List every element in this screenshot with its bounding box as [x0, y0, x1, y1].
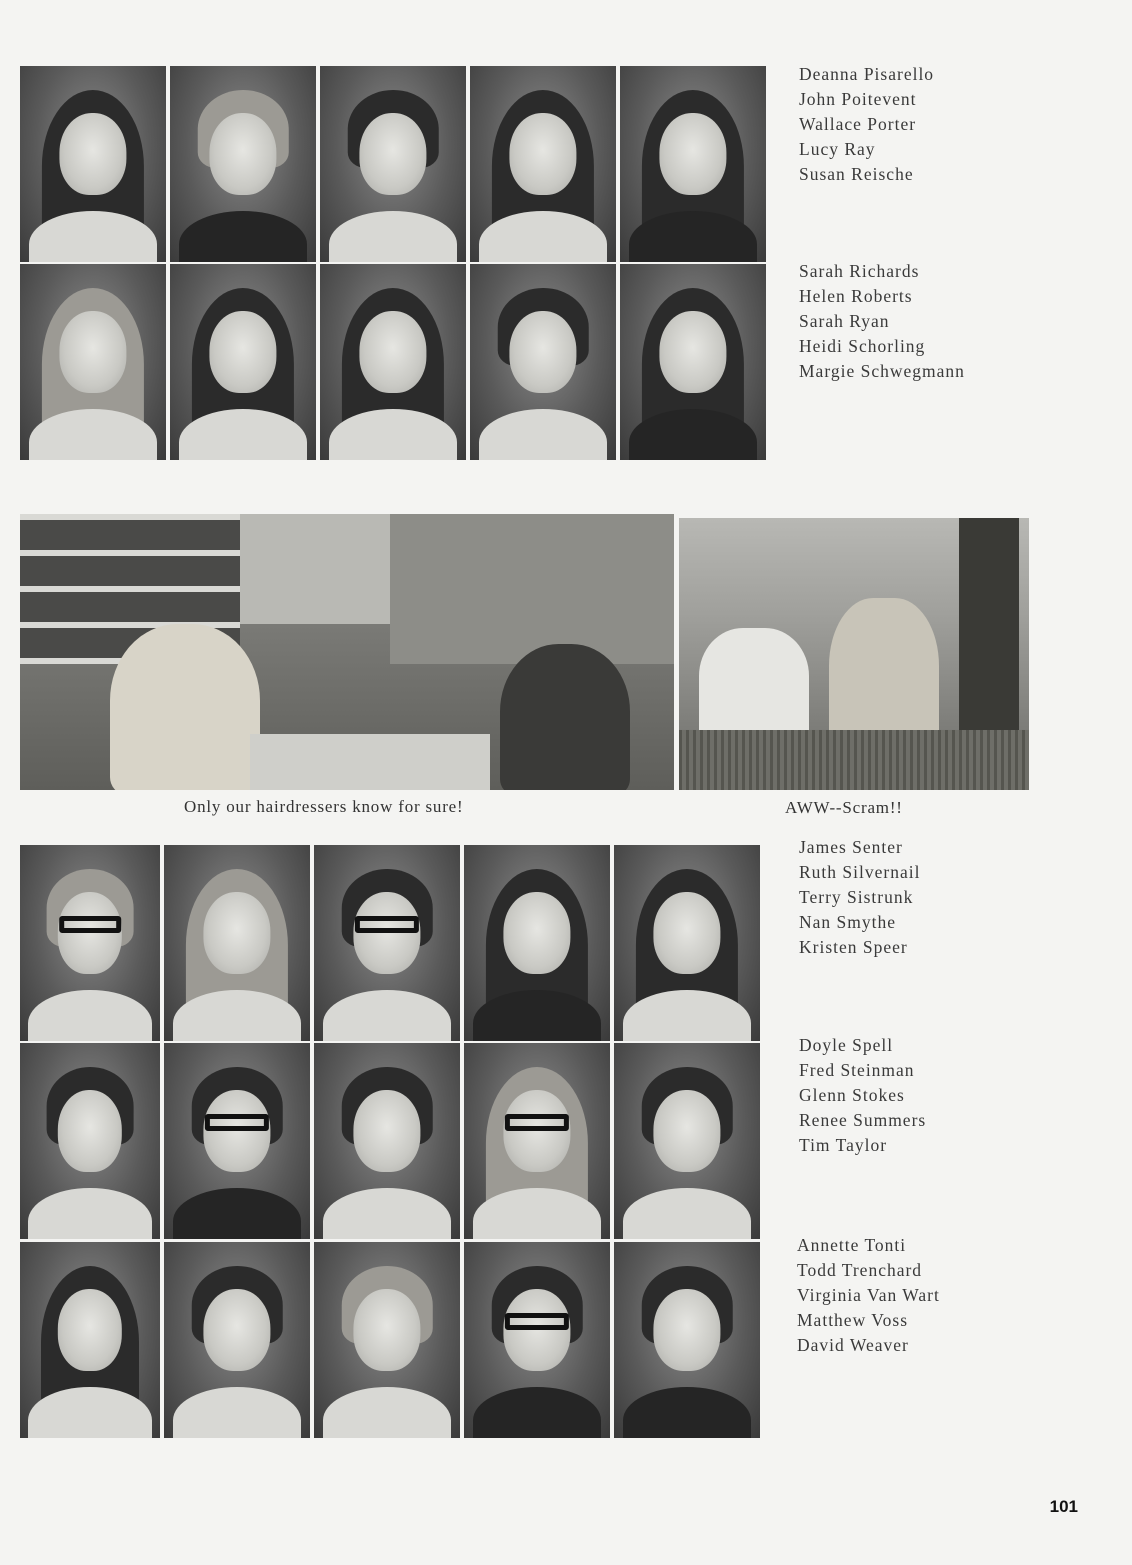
student-name: Terry Sistrunk: [799, 887, 914, 907]
student-name: Helen Roberts: [799, 286, 913, 306]
student-name: Sarah Ryan: [799, 311, 890, 331]
photo-caption: AWW--Scram!!: [785, 798, 903, 817]
student-name: Lucy Ray: [799, 139, 876, 159]
portrait-photo: [614, 1242, 760, 1438]
name-list: [797, 1233, 940, 1358]
portrait-photo: [464, 845, 610, 1041]
name-list: [799, 835, 920, 960]
portrait-photo: [20, 845, 160, 1041]
student-name: Glenn Stokes: [799, 1085, 905, 1105]
portrait-photo: [320, 264, 466, 460]
page-number: 101: [1049, 1497, 1078, 1516]
student-name: Susan Reische: [799, 164, 914, 184]
photo-caption: Only our hairdressers know for sure!: [184, 797, 464, 816]
student-name: Ruth Silvernail: [799, 862, 921, 882]
portrait-photo: [464, 1043, 610, 1239]
portrait-photo: [320, 66, 466, 262]
portrait-photo: [470, 66, 616, 262]
name-list: [799, 62, 934, 187]
portrait-photo: [170, 264, 316, 460]
portrait-photo: [314, 1242, 460, 1438]
name-list: [799, 259, 965, 384]
student-name: Doyle Spell: [799, 1035, 894, 1055]
student-name: Matthew Voss: [797, 1310, 909, 1330]
portrait-photo: [470, 264, 616, 460]
portrait-row: [20, 264, 766, 460]
portrait-photo: [20, 1043, 160, 1239]
student-name: Fred Steinman: [799, 1060, 915, 1080]
portrait-photo: [614, 1043, 760, 1239]
name-list: [799, 1033, 926, 1158]
portrait-photo: [614, 845, 760, 1041]
portrait-row: [20, 1242, 760, 1438]
classroom-photo: [20, 514, 674, 790]
student-name: Tim Taylor: [799, 1135, 888, 1155]
portrait-photo: [464, 1242, 610, 1438]
portrait-row: [20, 66, 766, 262]
student-name: John Poitevent: [799, 89, 917, 109]
portrait-photo: [20, 66, 166, 262]
portrait-photo: [164, 1242, 310, 1438]
outdoor-photo: [679, 518, 1029, 790]
portrait-photo: [20, 264, 166, 460]
student-name: Deanna Pisarello: [799, 64, 935, 84]
portrait-row: [20, 845, 760, 1041]
portrait-photo: [20, 1242, 160, 1438]
portrait-photo: [314, 1043, 460, 1239]
student-name: Annette Tonti: [797, 1235, 907, 1255]
portrait-photo: [620, 66, 766, 262]
student-name: Renee Summers: [799, 1110, 927, 1130]
student-name: Wallace Porter: [799, 114, 917, 134]
student-name: Todd Trenchard: [797, 1260, 923, 1280]
portrait-photo: [314, 845, 460, 1041]
student-name: Nan Smythe: [799, 912, 897, 932]
student-name: Sarah Richards: [799, 261, 920, 281]
portrait-photo: [164, 845, 310, 1041]
student-name: Margie Schwegmann: [799, 361, 965, 381]
portrait-photo: [620, 264, 766, 460]
portrait-photo: [170, 66, 316, 262]
student-name: James Senter: [799, 837, 903, 857]
student-name: David Weaver: [797, 1335, 909, 1355]
portrait-row: [20, 1043, 760, 1239]
student-name: Virginia Van Wart: [797, 1285, 940, 1305]
student-name: Heidi Schorling: [799, 336, 926, 356]
portrait-photo: [164, 1043, 310, 1239]
student-name: Kristen Speer: [799, 937, 908, 957]
